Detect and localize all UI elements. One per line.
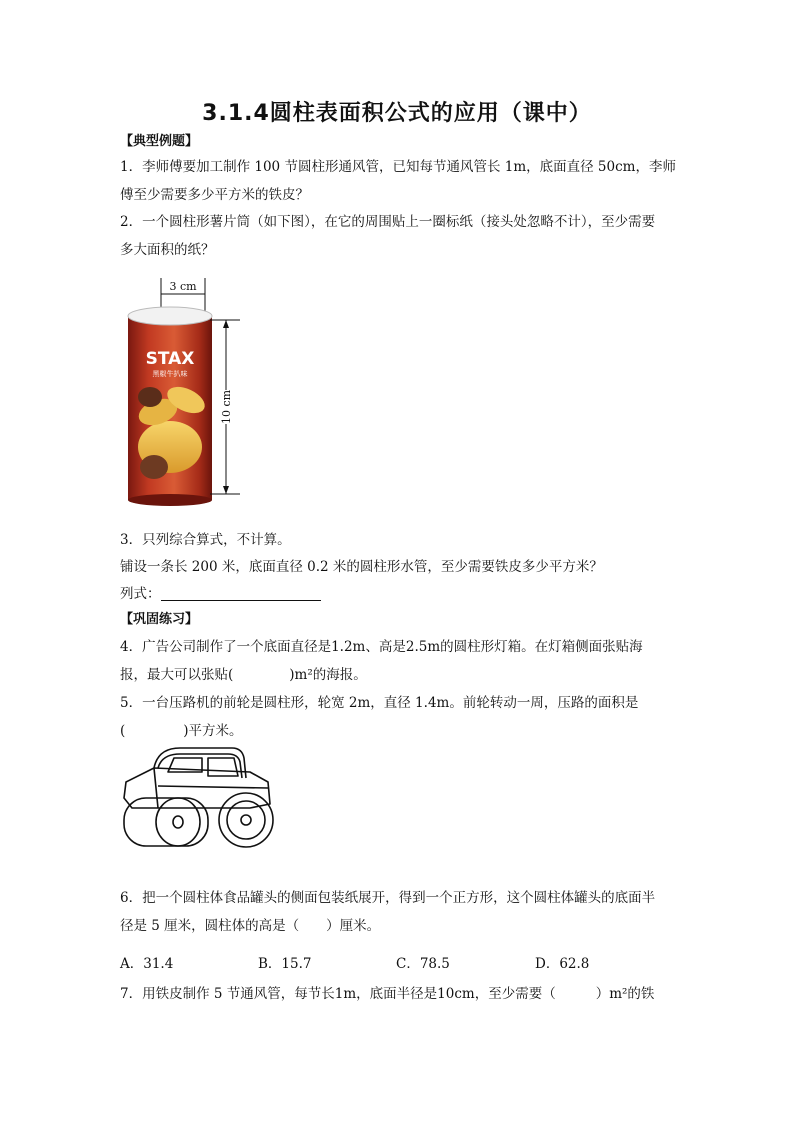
section-examples: 【典型例题】: [120, 134, 199, 149]
q3-formula-label: 列式：: [120, 586, 161, 602]
q6-option-d[interactable]: D．62.8: [535, 956, 590, 972]
road-roller-figure: [118, 742, 280, 852]
chip-can-figure: [118, 272, 248, 508]
q6-option-b[interactable]: B．15.7: [258, 956, 312, 972]
q2-line1: 2．一个圆柱形薯片筒（如下图），在它的周围贴上一圈标纸（接头处忽略不计），至少需要: [120, 214, 656, 230]
q5-line2-b: )平方米。: [183, 723, 243, 739]
q6-line1: 6．把一个圆柱体食品罐头的侧面包装纸展开，得到一个正方形，这个圆柱体罐头的底面半: [120, 890, 656, 906]
q4-line2: [120, 663, 367, 683]
q6-line2: 径是 5 厘米，圆柱体的高是（ ）厘米。: [120, 918, 381, 934]
q5-line2-a: (: [120, 723, 126, 739]
q3-line1: 3．只列综合算式，不计算。: [120, 532, 291, 548]
q3-answer-line[interactable]: [161, 586, 321, 601]
q4-line2-b: )m²的海报。: [289, 667, 367, 683]
can-flavor: 黑椒牛扒味: [152, 370, 188, 378]
q2-line2: 多大面积的纸？: [120, 242, 215, 258]
q7-line1-b: ）m²的铁: [595, 986, 655, 1002]
q3-line3: [120, 582, 321, 602]
q5-line1: 5．一台压路机的前轮是圆柱形，轮宽 2m，直径 1.4m。前轮转动一周，压路的面积是: [120, 695, 639, 711]
q7-line1-a: 7．用铁皮制作 5 节通风管，每节长1m，底面半径是10cm，至少需要（: [120, 986, 556, 1002]
height-label: 10 cm: [220, 389, 233, 425]
diameter-label: 3 cm: [169, 280, 197, 293]
section-practice: 【巩固练习】: [120, 612, 199, 627]
q6-option-a[interactable]: A．31.4: [120, 956, 174, 972]
can-brand: STAX: [145, 349, 195, 369]
q1-line2: 傅至少需要多少平方米的铁皮？: [120, 187, 309, 203]
q3-line2: 铺设一条长 200 米，底面直径 0.2 米的圆柱形水管，至少需要铁皮多少平方米？: [120, 559, 603, 575]
q5-line2: [120, 719, 243, 739]
q6-option-c[interactable]: C．78.5: [396, 956, 450, 972]
q4-line1: 4．广告公司制作了一个底面直径是1.2m、高是2.5m的圆柱形灯箱。在灯箱侧面张贴海: [120, 639, 643, 655]
q7-line1: [120, 982, 654, 1002]
q4-line2-a: 报，最大可以张贴(: [120, 667, 234, 683]
page-title: 3.1.4圆柱表面积公式的应用（课中）: [202, 101, 592, 126]
q1-line1: 1．李师傅要加工制作 100 节圆柱形通风管，已知每节通风管长 1m，底面直径 50cm，李师: [120, 159, 676, 175]
